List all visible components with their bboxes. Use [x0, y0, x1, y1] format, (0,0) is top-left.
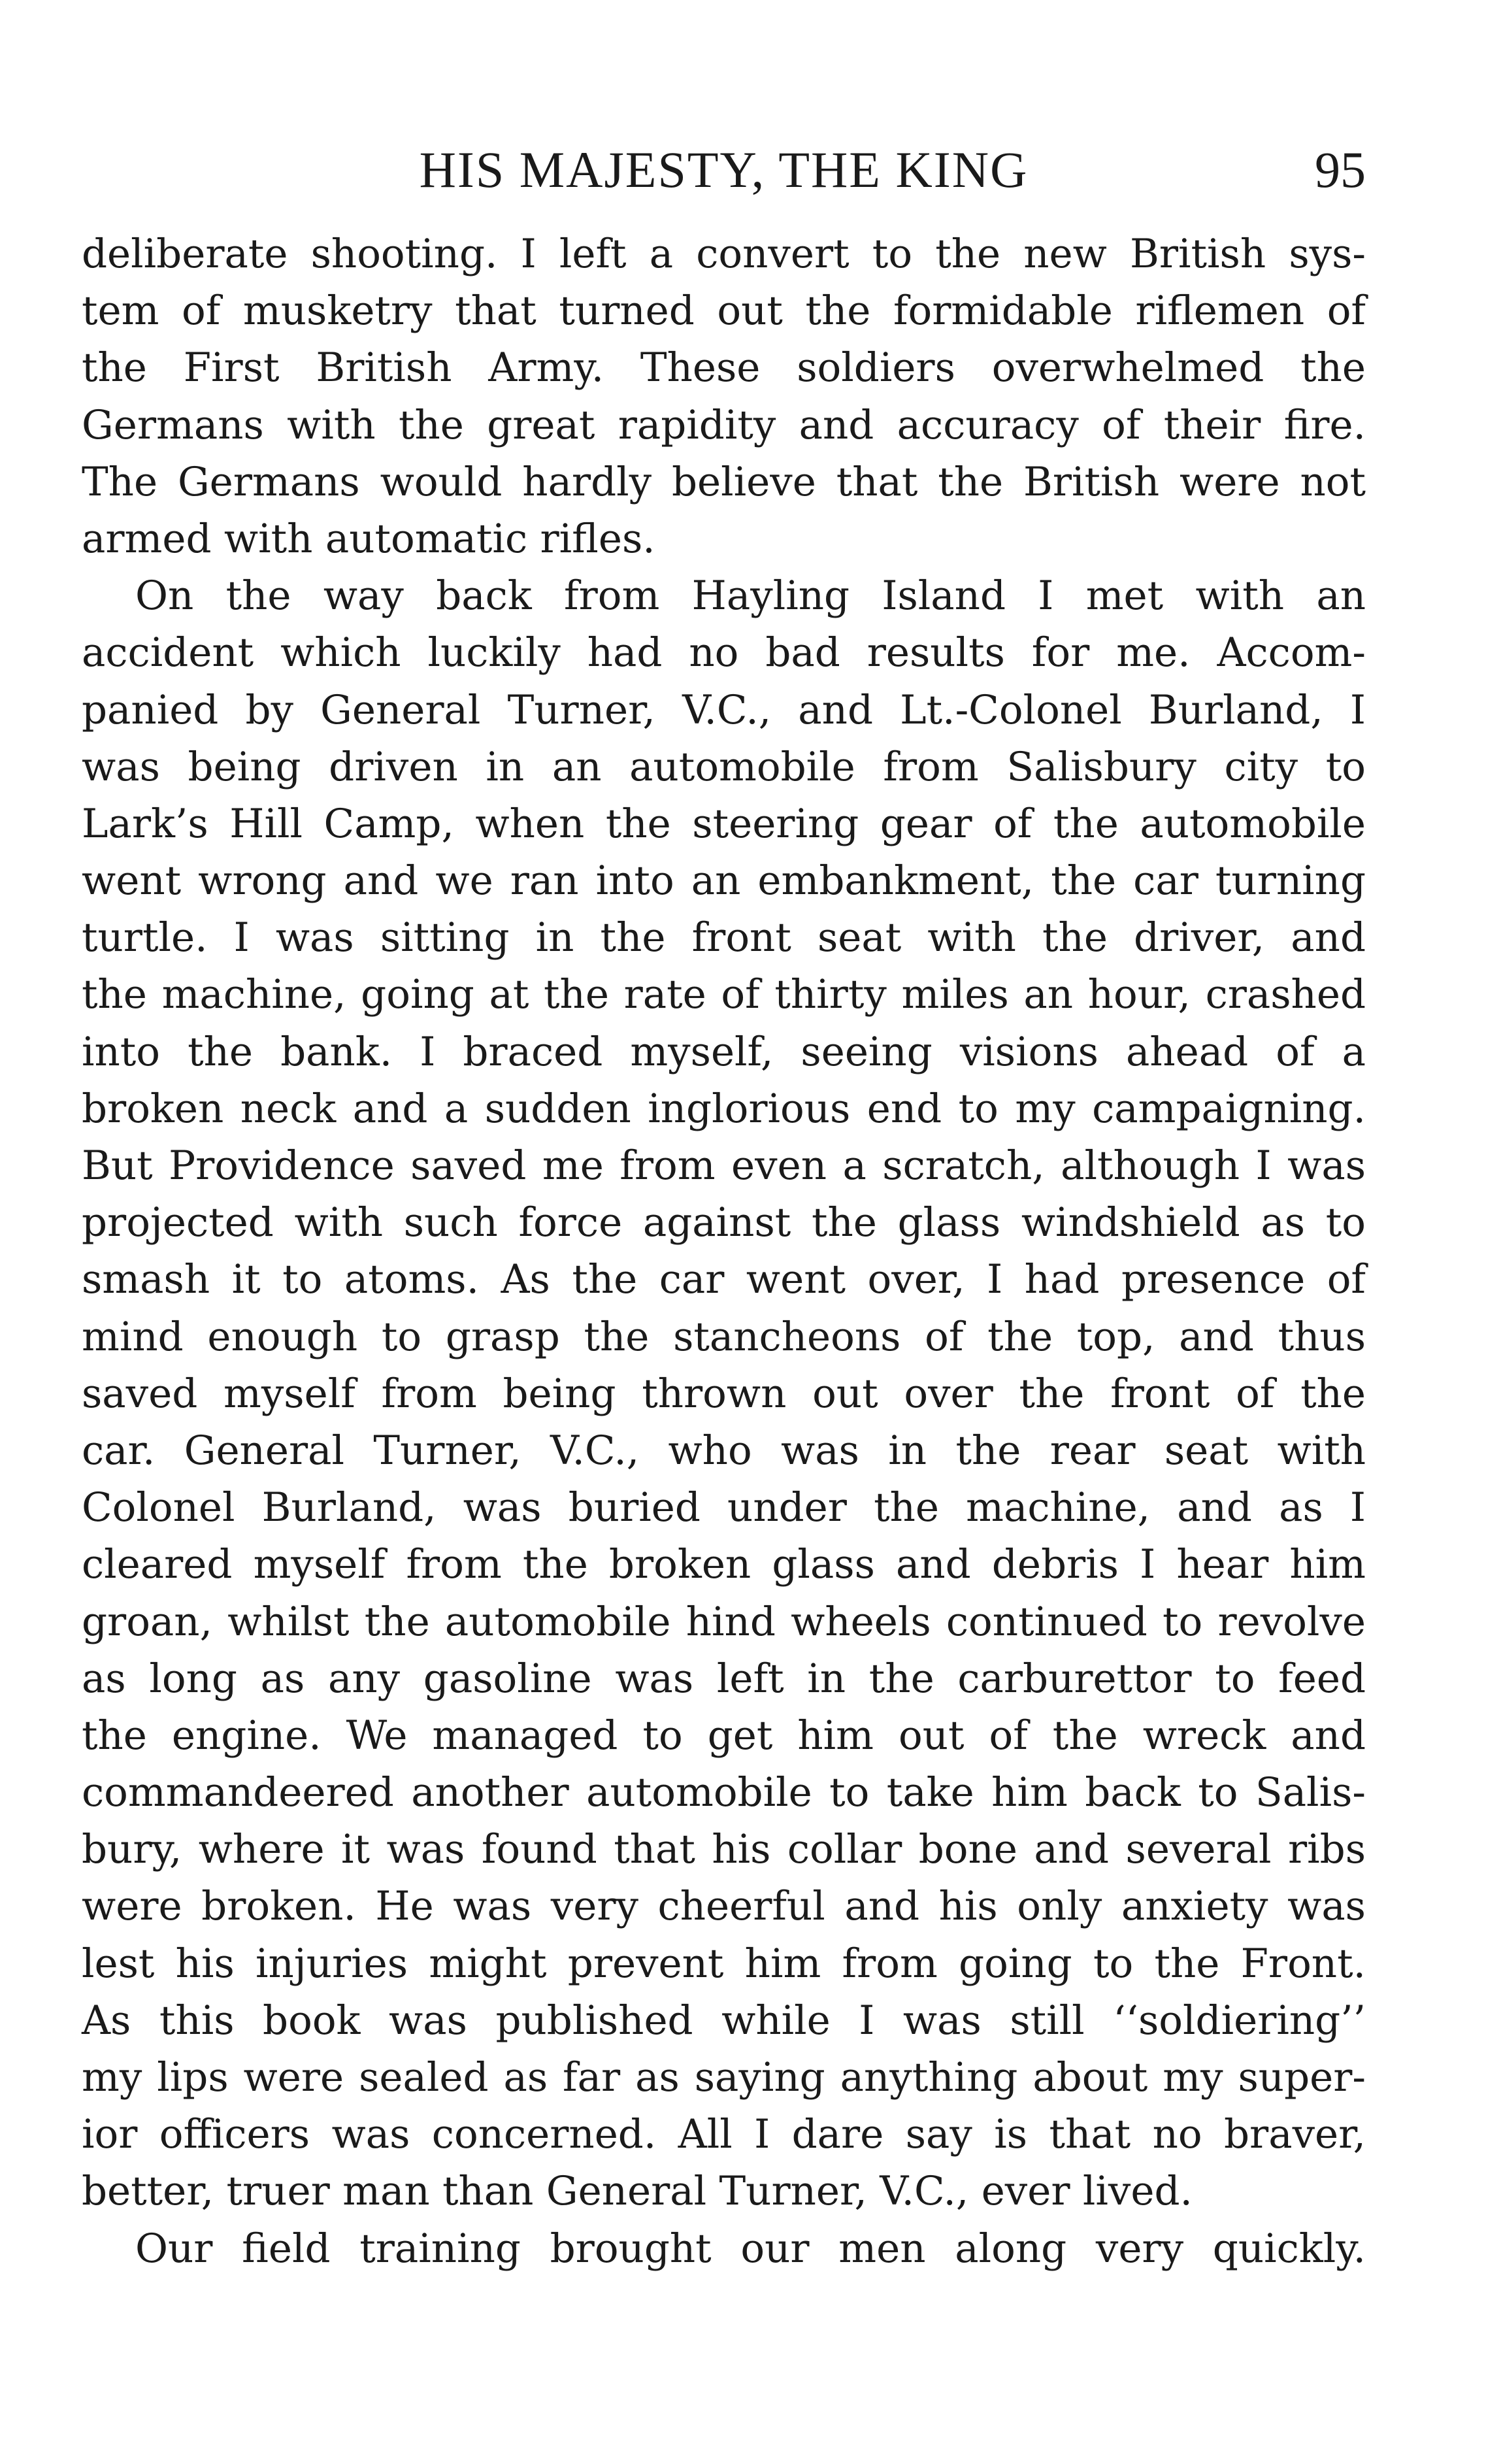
- text-line: was being driven in an automobile from Salisbury city to: [82, 743, 1366, 790]
- text-line: the engine. We managed to get him out of the wreck and: [82, 1712, 1366, 1759]
- text-line: accident which luckily had no bad results for me. Accom-: [82, 629, 1366, 676]
- running-title: HIS MAJESTY, THE KING: [419, 141, 1029, 198]
- text-line: The Germans would hardly believe that the British were not: [82, 458, 1366, 505]
- body-text: [82, 225, 1366, 2277]
- text-line: Germans with the great rapidity and accuracy of their fire.: [82, 401, 1366, 448]
- text-line: armed with automatic rifles.: [82, 515, 655, 562]
- text-line: into the bank. I braced myself, seeing visions ahead of a: [82, 1028, 1366, 1075]
- text-line: bury, where it was found that his collar bone and several ribs: [82, 1826, 1366, 1873]
- text-line: As this book was published while I was still ‘‘soldiering’’: [82, 1997, 1366, 2044]
- text-line: projected with such force against the glass windshield as to: [82, 1199, 1366, 1246]
- text-line: the First British Army. These soldiers overwhelmed the: [82, 344, 1366, 391]
- text-line: commandeered another automobile to take him back to Salis-: [82, 1769, 1366, 1816]
- text-line: smash it to atoms. As the car went over, I had presence of: [82, 1256, 1366, 1303]
- text-line: On the way back from Hayling Island I met with an: [135, 573, 1366, 620]
- text-line: went wrong and we ran into an embankment, the car turning: [82, 857, 1366, 905]
- text-line: ior officers was concerned. All I dare say is that no braver,: [82, 2111, 1366, 2158]
- text-line: tem of musketry that turned out the formidable riflemen of: [82, 288, 1366, 335]
- text-line: turtle. I was sitting in the front seat with the driver, and: [82, 914, 1366, 961]
- text-line: were broken. He was very cheerful and his only anxiety was: [82, 1883, 1366, 1930]
- text-line: saved myself from being thrown out over the front of the: [82, 1370, 1366, 1417]
- text-line: broken neck and a sudden inglorious end to my campaigning.: [82, 1085, 1366, 1132]
- page-number: 95: [1315, 141, 1366, 198]
- text-line: panied by General Turner, V.C., and Lt.-Colonel Burland, I: [82, 686, 1366, 733]
- text-line: groan, whilst the automobile hind wheels continued to revolve: [82, 1598, 1366, 1645]
- text-line: deliberate shooting. I left a convert to the new British sys-: [82, 231, 1366, 277]
- running-head: [82, 134, 1366, 206]
- text-line: Our field training brought our men along very quickly.: [135, 2225, 1366, 2272]
- text-line: But Providence saved me from even a scratch, although I was: [82, 1142, 1366, 1189]
- text-line: my lips were sealed as far as saying anything about my super-: [82, 2054, 1366, 2101]
- text-line: car. General Turner, V.C., who was in the rear seat with: [82, 1427, 1366, 1474]
- text-line: mind enough to grasp the stancheons of the top, and thus: [82, 1313, 1366, 1360]
- text-line: Colonel Burland, was buried under the machine, and as I: [82, 1484, 1366, 1531]
- text-line: the machine, going at the rate of thirty miles an hour, crashed: [82, 971, 1366, 1018]
- text-line: lest his injuries might prevent him from going to the Front.: [82, 1940, 1366, 1987]
- text-line: better, truer man than General Turner, V.C., ever lived.: [82, 2168, 1193, 2215]
- text-line: as long as any gasoline was left in the carburettor to feed: [82, 1655, 1366, 1702]
- text-line: cleared myself from the broken glass and debris I hear him: [82, 1541, 1366, 1588]
- text-line: Lark’s Hill Camp, when the steering gear of the automobile: [82, 800, 1366, 847]
